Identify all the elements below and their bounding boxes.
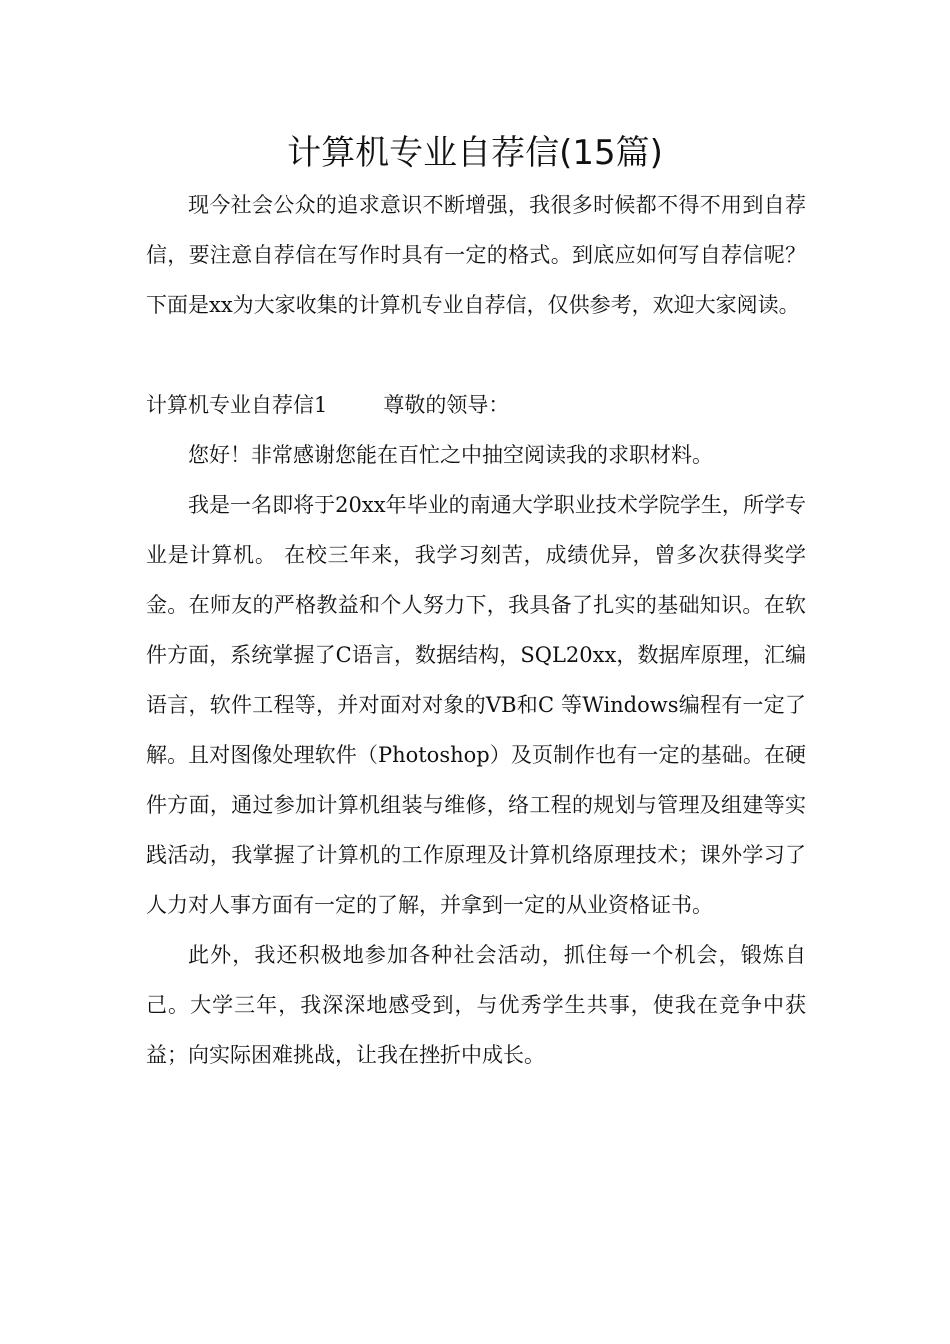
- letter-heading: [146, 380, 806, 430]
- letter-title: 计算机专业自荐信1: [146, 393, 328, 417]
- letter-paragraph-background: 我是一名即将于20xx年毕业的南通大学职业技术学院学生，所学专业是计算机。 在校三年来，我学习刻苦，成绩优异，曾多次获得奖学金。在师友的严格教益和个人努力下，我具备了扎实的基础知识。在软件方面，系统掌握了C语言，数据结构，SQL20xx，数据库原理，汇编语言，软件工程等，并对面对对象的VB和C 等Windows编程有一定了解。且对图像处理软件（Photoshop）及页制作也有一定的基础。在硬件方面，通过参加计算机组装与维修，络工程的规划与管理及组建等实践活动，我掌握了计算机的工作原理及计算机络原理技术；课外学习了人力对人事方面有一定的了解，并拿到一定的从业资格证书。: [146, 493, 806, 917]
- intro-paragraph: 现今社会公众的追求意识不断增强，我很多时候都不得不用到自荐信，要注意自荐信在写作时具有一定的格式。到底应如何写自荐信呢？下面是xx为大家收集的计算机专业自荐信，仅供参考，欢迎大家阅读。: [146, 193, 806, 317]
- letter-paragraph-activities: 此外，我还积极地参加各种社会活动，抓住每一个机会，锻炼自己。大学三年，我深深地感受到，与优秀学生共事，使我在竞争中获益；向实际困难挑战，让我在挫折中成长。: [146, 943, 806, 1067]
- letter-salutation: 尊敬的领导：: [383, 393, 510, 417]
- document-title: 计算机专业自荐信(15篇): [287, 133, 663, 173]
- document-body: [146, 180, 806, 1080]
- letter-paragraph-greeting: 您好！非常感谢您能在百忙之中抽空阅读我的求职材料。: [188, 443, 713, 467]
